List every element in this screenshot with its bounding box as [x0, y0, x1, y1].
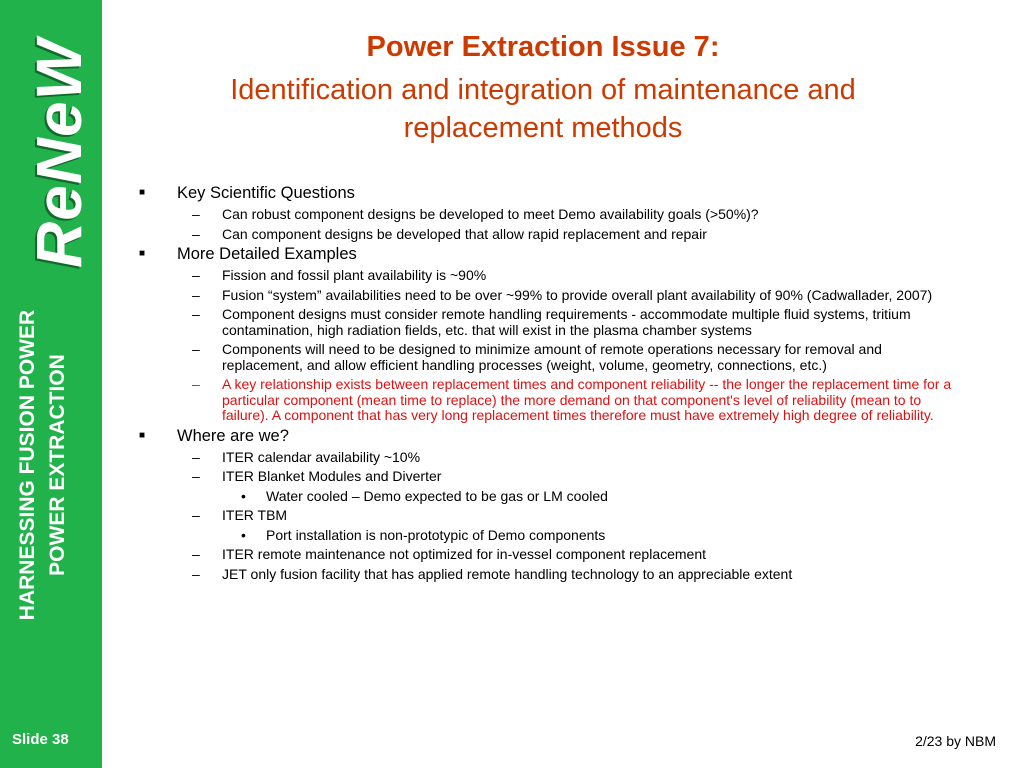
sub-bullet-text: ITER remote maintenance not optimized for in-vessel component replacement [222, 546, 707, 562]
title-subtitle: Identification and integration of maintenance and replacement methods [230, 74, 856, 144]
square-bullet-icon: ■ [139, 187, 146, 198]
sub-bullet-text: Fusion “system” availabilities need to be over ~99% to provide overall plant availability of 90% (Cadwallader, 2007) [222, 286, 933, 303]
slide-content [135, 181, 965, 582]
sidebar-line-2: POWER EXTRACTION [46, 354, 69, 576]
sub-sub-bullet [135, 489, 965, 505]
sidebar-vertical-title [13, 275, 73, 655]
slide-number: Slide 38 [12, 731, 69, 748]
dash-bullet-icon: – [192, 448, 200, 465]
dash-bullet-icon: – [192, 546, 200, 562]
dash-bullet-icon: – [192, 206, 200, 222]
sub-bullet-highlight [135, 377, 965, 424]
sub-bullet [135, 508, 965, 524]
sub-bullet-text: Fission and fossil plant availability is ~90% [222, 267, 487, 283]
sidebar-line-1: HARNESSING FUSION POWER [16, 309, 39, 621]
sub-bullet-text: Component designs must consider remote handling requirements - accommodate multiple fluid systems, tritium contamination, high radiation fields, etc. that will exist in the plasma chamber systems [222, 306, 911, 338]
sub-bullet [135, 342, 965, 373]
sub-bullet-text: Can component designs be developed that allow rapid replacement and repair [222, 225, 707, 242]
footer-credit: 2/23 by NBM [915, 733, 996, 749]
sub-bullet-text: ITER TBM [222, 507, 288, 523]
sub-bullet [135, 469, 965, 485]
sub-bullet-text: ITER Blanket Modules and Diverter [222, 468, 442, 484]
square-bullet-icon: ■ [139, 248, 146, 259]
bullet-key-questions [135, 183, 965, 203]
sub-bullet [135, 268, 965, 284]
dash-bullet-icon: – [192, 341, 200, 357]
dash-bullet-icon: – [192, 376, 200, 392]
dash-bullet-icon: – [192, 286, 200, 303]
bullet-text: Where are we? [177, 426, 289, 445]
sub-bullet [135, 288, 965, 304]
sub-bullet-text: ITER calendar availability ~10% [222, 448, 421, 465]
sub-bullet [135, 227, 965, 243]
dash-bullet-icon: – [192, 468, 200, 484]
title-main: Power Extraction Issue 7: [366, 31, 720, 63]
sub-sub-bullet-text: Water cooled – Demo expected to be gas or LM cooled [266, 487, 608, 504]
bullet-text: More Detailed Examples [177, 245, 357, 263]
sub-bullet [135, 567, 965, 583]
sub-bullet [135, 307, 965, 338]
renew-logo: ReNeW [23, 38, 95, 268]
bullet-detailed-examples [135, 244, 965, 264]
sub-bullet-text: Can robust component designs be developed to meet Demo availability goals (>50%)? [222, 206, 759, 222]
bullet-text: Key Scientific Questions [177, 184, 355, 202]
sidebar [0, 0, 102, 768]
sub-bullet [135, 207, 965, 223]
square-bullet-icon: ■ [139, 429, 146, 441]
dot-bullet-icon: • [241, 487, 246, 504]
sub-bullet-text: A key relationship exists between replacement times and component reliability -- the longer the replacement time for a particular component (mean time to replace) the more demand on that component's level of reliability (mean to to failure). A component that has very long replacement times therefore must have extremely high degree of reliability. [222, 376, 952, 423]
dash-bullet-icon: – [192, 507, 200, 523]
dash-bullet-icon: – [192, 225, 200, 242]
dash-bullet-icon: – [192, 306, 200, 322]
dash-bullet-icon: – [192, 267, 200, 283]
dash-bullet-icon: – [192, 565, 200, 582]
sub-bullet-text: JET only fusion facility that has applied remote handling technology to an appreciable extent [222, 565, 793, 582]
sub-sub-bullet [135, 528, 965, 544]
sub-sub-bullet-text: Port installation is non-prototypic of Demo components [266, 526, 606, 543]
slide-title [160, 28, 926, 147]
bullet-where-are-we [135, 426, 965, 446]
sub-bullet-text: Components will need to be designed to minimize amount of remote operations necessary for removal and replacement, and allow efficient handling processes (weight, volume, geometry, connections, etc.) [222, 341, 882, 373]
sub-bullet [135, 547, 965, 563]
sub-bullet [135, 450, 965, 466]
dot-bullet-icon: • [241, 526, 246, 543]
